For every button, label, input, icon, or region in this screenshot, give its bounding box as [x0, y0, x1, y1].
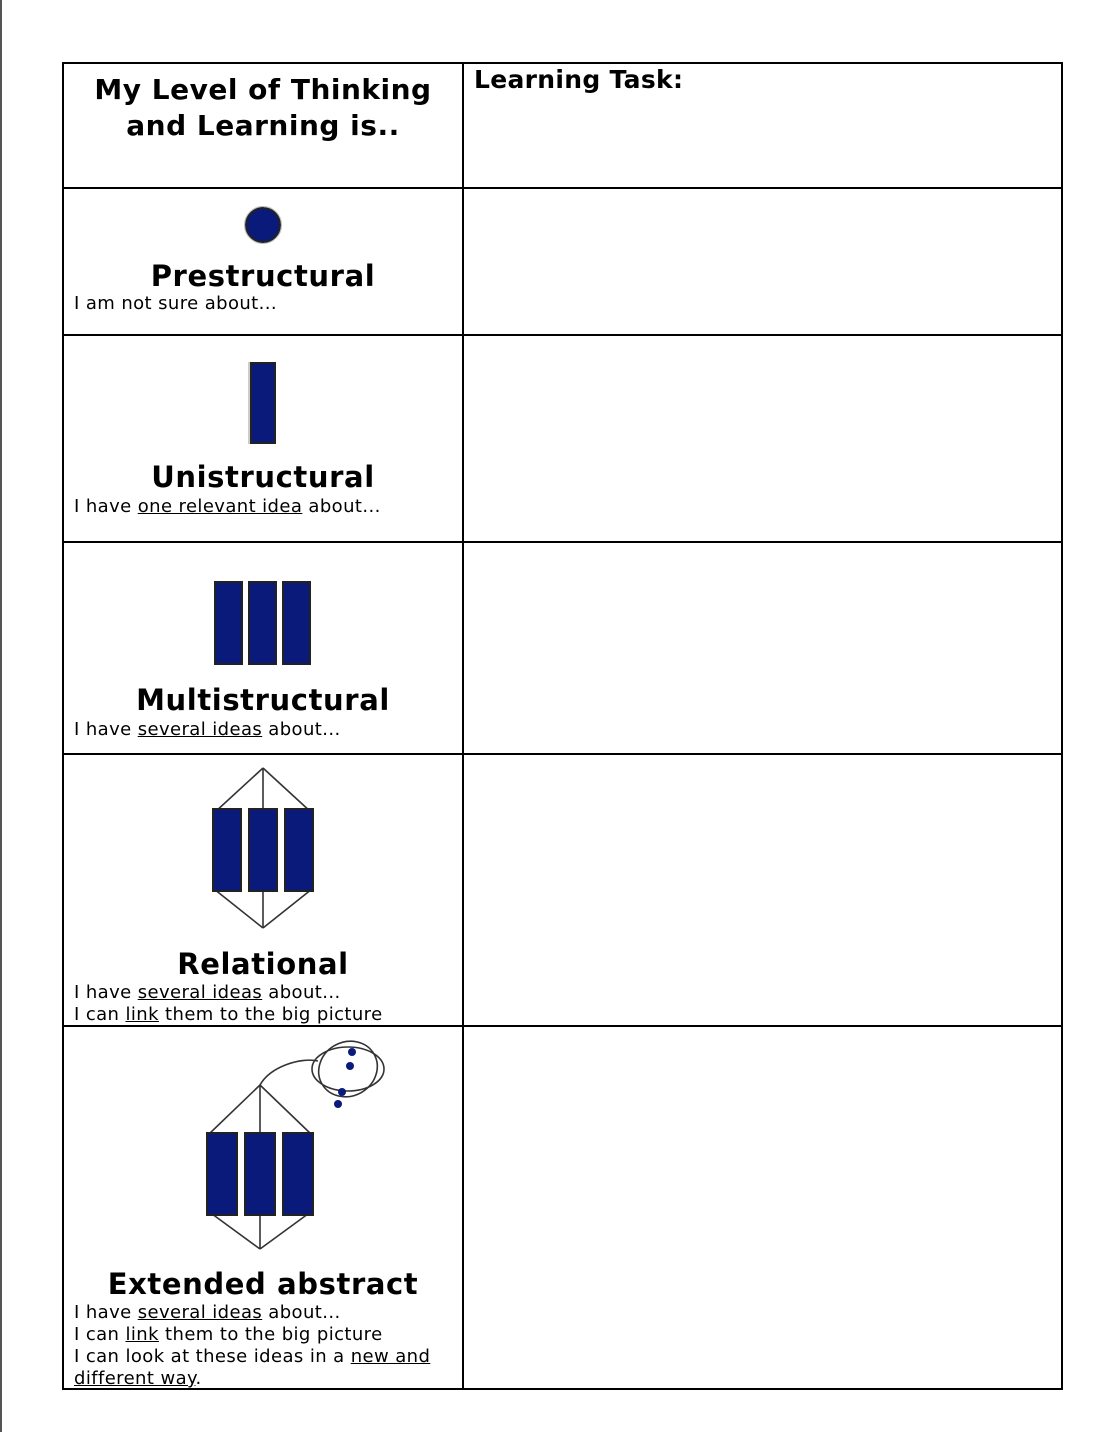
level-desc-extended-abstract	[74, 1302, 456, 1388]
level-desc-relational	[74, 982, 456, 1025]
prestructural-answer-cell	[464, 189, 1061, 334]
level-name-prestructural: Prestructural	[150, 259, 376, 293]
level-desc-multistructural: I have several ideas about...	[74, 719, 341, 740]
extended-abstract-row	[64, 1025, 1061, 1388]
level-name-unistructural: Unistructural	[151, 460, 375, 494]
level-desc-unistructural: I have one relevant idea about...	[74, 496, 381, 517]
single-bar-icon	[245, 360, 281, 446]
desc-line-2: I can link them to the big picture	[74, 1004, 383, 1025]
level-name-extended-abstract: Extended abstract	[107, 1267, 419, 1301]
multistructural-answer-cell	[464, 543, 1061, 753]
underlined-phrase: link	[125, 1004, 159, 1025]
level-name-relational: Relational	[177, 947, 349, 981]
underlined-phrase: several ideas	[137, 719, 263, 740]
solo-taxonomy-table	[62, 62, 1063, 1390]
relational-cell	[64, 755, 464, 1025]
desc-line-2: I can link them to the big picture	[74, 1324, 383, 1345]
desc-line-3: I can look at these ideas in a new and different way.	[74, 1346, 431, 1388]
underlined-phrase: several ideas	[137, 1302, 263, 1323]
three-bars-icon	[210, 579, 316, 669]
level-column-title: My Level of Thinking and Learning is..	[94, 73, 432, 142]
extended-bars-icon	[200, 1037, 390, 1253]
underlined-phrase: one relevant idea	[137, 496, 303, 517]
extended-abstract-cell	[64, 1027, 464, 1388]
multistructural-cell	[64, 543, 464, 753]
unistructural-answer-cell	[464, 336, 1061, 541]
learning-task-label: Learning Task:	[474, 65, 684, 94]
prestructural-row	[64, 187, 1061, 334]
header-right-cell	[464, 64, 1061, 187]
prestructural-cell	[64, 189, 464, 334]
extended-abstract-answer-cell	[464, 1027, 1061, 1388]
level-name-multistructural: Multistructural	[136, 683, 390, 717]
dot-icon	[241, 203, 285, 247]
header-left-cell	[64, 64, 464, 187]
underlined-phrase: new and different way	[74, 1346, 431, 1388]
relational-answer-cell	[464, 755, 1061, 1025]
level-desc-prestructural	[74, 293, 456, 315]
relational-row	[64, 753, 1061, 1025]
page-edge-line	[0, 0, 2, 1432]
desc-line-1: I have several ideas about...	[74, 982, 341, 1003]
header-row	[64, 64, 1061, 187]
desc-text: I am not sure about...	[74, 293, 278, 314]
unistructural-row	[64, 334, 1061, 541]
underlined-phrase: link	[125, 1324, 159, 1345]
multistructural-row	[64, 541, 1061, 753]
desc-line-1: I have several ideas about...	[74, 1302, 341, 1323]
underlined-phrase: several ideas	[137, 982, 263, 1003]
unistructural-cell	[64, 336, 464, 541]
linked-bars-icon	[206, 765, 320, 931]
